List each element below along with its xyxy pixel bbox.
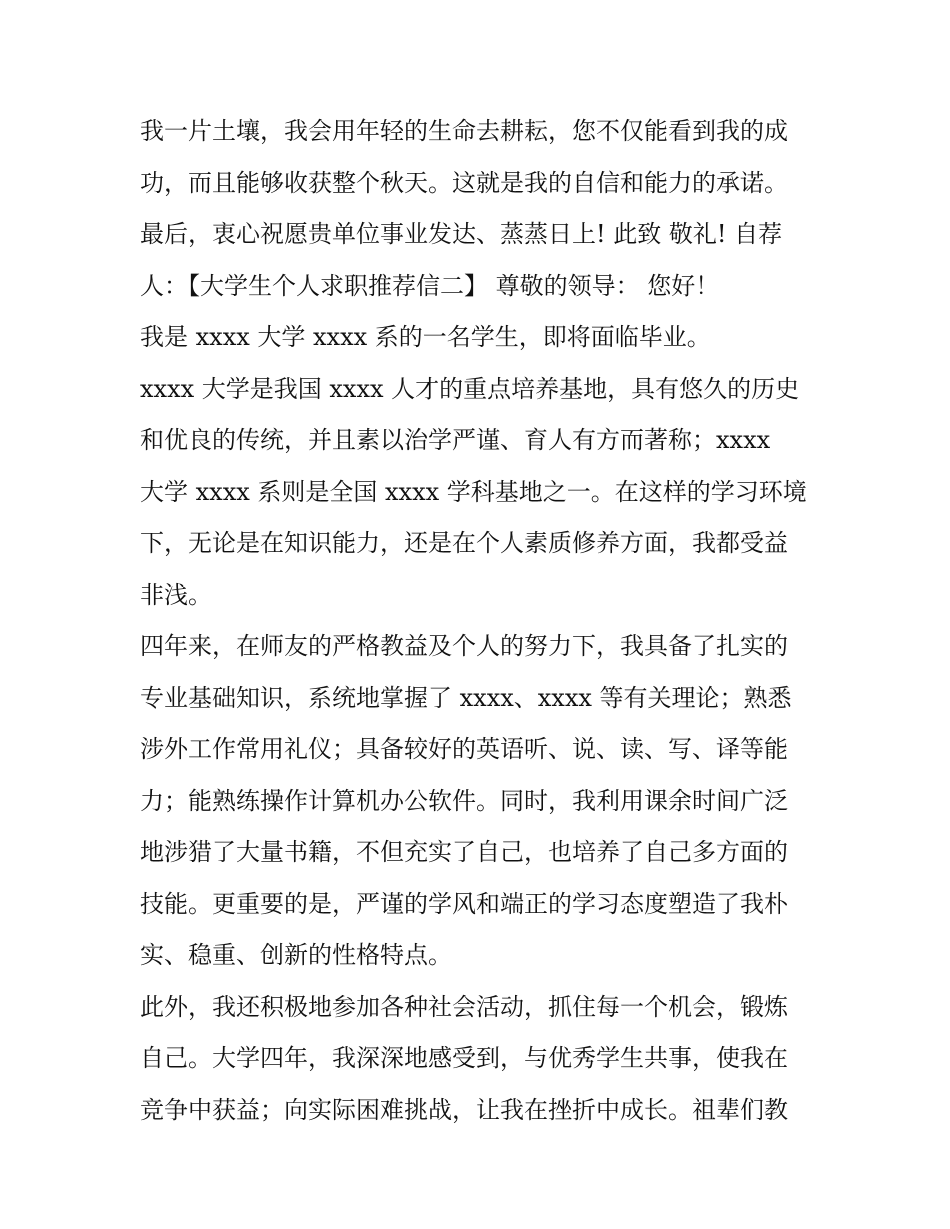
text-line-18: 此外，我还积极地参加各种社会活动，抓住每一个机会，锻炼: [140, 992, 788, 1021]
text-line-19: 自己。大学四年，我深深地感受到，与优秀学生共事，使我在: [140, 1044, 788, 1072]
text-line-20: 竞争中获益；向实际困难挑战，让我在挫折中成长。祖辈们教: [140, 1095, 788, 1124]
text-line-16: 技能。更重要的是，严谨的学风和端正的学习态度塑造了我朴: [140, 889, 788, 918]
text-line-9: 下，无论是在知识能力，还是在个人素质修养方面，我都受益: [140, 529, 788, 557]
text-line-7: 和优良的传统，并且素以治学严谨、育人有方而著称；xxxx: [140, 426, 771, 454]
text-line-17: 实、稳重、创新的性格特点。: [140, 941, 452, 969]
text-line-2: 功，而且能够收获整个秋天。这就是我的自信和能力的承诺。: [140, 168, 788, 197]
text-line-8: 大学 xxxx 系则是全国 xxxx 学科基地之一。在这样的学习环境: [140, 477, 807, 506]
text-line-13: 涉外工作常用礼仪；具备较好的英语听、说、读、写、译等能: [140, 735, 788, 763]
text-line-10: 非浅。: [140, 580, 212, 609]
text-line-5: 我是 xxxx 大学 xxxx 系的一名学生，即将面临毕业。: [140, 323, 711, 351]
text-line-1: 我一片土壤，我会用年轻的生命去耕耘，您不仅能看到我的成: [140, 117, 788, 145]
text-line-3: 最后，衷心祝愿贵单位事业发达、蒸蒸日上! 此致 敬礼! 自荐: [140, 220, 783, 248]
text-line-4: 人：【大学生个人求职推荐信二】 尊敬的领导： 您好！: [140, 271, 720, 300]
text-line-11: 四年来，在师友的严格教益及个人的努力下，我具备了扎实的: [140, 632, 788, 660]
text-line-15: 地涉猎了大量书籍，不但充实了自己，也培养了自己多方面的: [140, 838, 788, 866]
letter-body: [140, 108, 820, 1138]
text-line-14: 力；能熟练操作计算机办公软件。同时，我利用课余时间广泛: [140, 786, 788, 815]
text-line-12: 专业基础知识，系统地掌握了 xxxx、xxxx 等有关理论；熟悉: [140, 683, 792, 712]
text-line-6: xxxx 大学是我国 xxxx 人才的重点培养基地，具有悠久的历史: [140, 374, 800, 403]
